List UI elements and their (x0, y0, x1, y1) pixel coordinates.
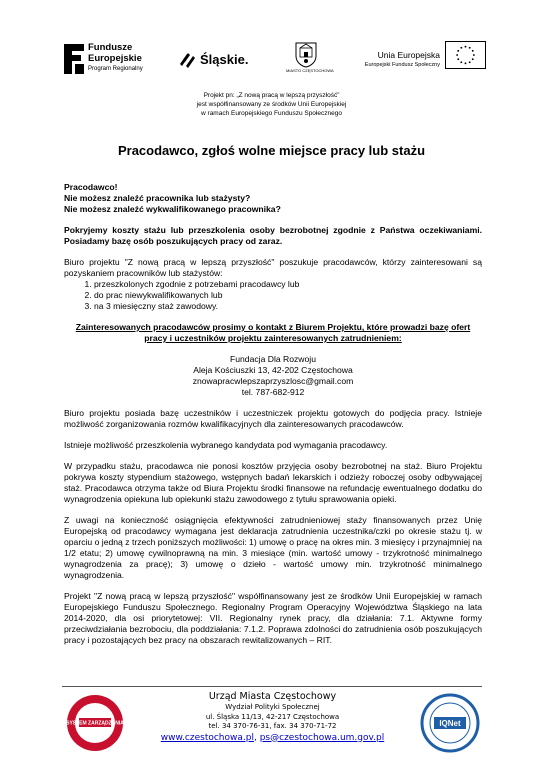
logo-bar (64, 40, 484, 86)
email-link[interactable]: ps@czestochowa.um.gov.pl (259, 732, 385, 743)
costs-paragraph: Pokryjemy koszty stażu lub przeszkolenia osoby bezrobotnej zgodnie z Państwa oczekiwaniami. Posiadamy bazę osób poszukujących pracy od zaraz. (64, 225, 482, 246)
footer-divider (62, 686, 482, 687)
contact-email[interactable]: znowapracwlepszaprzyszlosc@gmail.com (192, 376, 354, 386)
footer-dept: Wydział Polityki Społecznej (225, 703, 320, 711)
contact-org: Fundacja Dla Rozwoju (230, 354, 316, 364)
fe-mark-icon (64, 44, 84, 74)
quality-seal-icon (65, 693, 125, 753)
contact-block (64, 354, 482, 398)
footer-phones: tel. 34 370-76-31, fax. 34 370-71-72 (208, 722, 337, 730)
iqnet-text: IQNet (439, 719, 461, 728)
contact-call: Zainteresowanych pracodawców prosimy o kontakt z Biurem Projektu, które prowadzi bazę ofert pracy i uczestników projektu zainteresowanych zatrudnieniem: (75, 322, 471, 343)
contact-phone: tel. 787-682-912 (241, 387, 305, 397)
intro-block (64, 182, 482, 215)
intro-line: Nie możesz znaleźć wykwalifikowanego pracownika? (64, 204, 281, 214)
intro-line: Nie możesz znaleźć pracownika lub stażysty? (64, 193, 251, 203)
candidate-list (64, 279, 482, 312)
search-paragraph: Biuro projektu "Z nową pracą w lepszą przyszłość" poszukuje pracodawców, którzy zainteresowani są pozyskaniem pracowników lub stażystów: (64, 257, 482, 278)
main-content (64, 182, 482, 646)
project-info (0, 91, 543, 118)
ue-title: Unia Europejska (377, 50, 440, 60)
page-title: Pracodawco, zgłoś wolne miejsce pracy lub stażu (117, 143, 426, 158)
link-separator: , (253, 732, 257, 743)
list-item: 3. na 3 miesięczny staż zawodowy. (94, 301, 482, 312)
project-line: jest współfinansowany ze środków Unii Europejskiej (196, 101, 347, 108)
fe-line2: Europejskie (88, 53, 142, 64)
paragraph: Z uwagi na konieczność osiągnięcia efektywności zatrudnieniowej staży finansowanych przez Unię Europejską od pracodawcy wymagana jest deklaracja zatrudnienia uczestnika/czki po okresie stażu tj. w oparciu o jedną z trzech poniższych możliwości: 1) umowę o pracę na okres min. 3 miesięcy i przynajmniej na 1/2 etatu; 2) umowę cywilnoprawną na min. 3 miesiące (min. wartość umowy - trzykrotność minimalnego wynagrodzenia za pracę); 3) umowę o dzieło - wartość umowy min. trzykrotność minimalnego wynagrodzenia. (64, 515, 482, 580)
project-line: w ramach Europejskiego Funduszu Społecznego (201, 110, 342, 117)
list-item: 1. przeszkolonych zgodnie z potrzebami pracodawcy lub (94, 279, 482, 290)
ue-subtitle: Europejski Fundusz Społeczny (364, 62, 440, 68)
contact-address: Aleja Kościuszki 13, 42-202 Częstochowa (193, 365, 353, 375)
website-link[interactable]: www.czestochowa.pl (160, 732, 254, 743)
paragraph: Projekt "Z nową pracą w lepszą przyszłość" współfinansowany jest ze środków Unii Europejskiej w ramach Europejskiego Funduszu Społecznego. Regionalny Program Operacyjny Województwa Śląskiego na lata 2014-2020, dla osi priorytetowej: VII. Regionalny rynek pracy, dla działania: 7.1. Aktywne formy przeciwdziałania bezrobociu, dla poddziałania: 7.1.2. Poprawa zdolności do zatrudnienia osób poszukujących pracy i pozostających bez pracy na obszarach rewitalizowanych – RIT. (64, 591, 482, 645)
eu-flag-icon (445, 41, 486, 69)
fe-line3: Program Regionalny (88, 66, 143, 72)
city-caption: MIASTO CZĘSTOCHOWA (286, 68, 334, 73)
paragraph: W przypadku stażu, pracodawca nie ponosi kosztów przyjęcia osoby bezrobotnej na staż. Biuro Projektu pokrywa koszty stypendium stażowego, wstępnych badań lekarskich i odzieży roboczej osoby odbywającej staż. Pracodawca otrzyma także od Biura Projektu środki finansowe na refundację ewentualnego dodatku do wynagrodzenia opiekuna lub opiekunki stażu zawodowego z tytułu sprawowania opieki. (64, 461, 482, 504)
slaskie-mark-icon (178, 50, 198, 70)
footer-links (140, 732, 405, 744)
intro-line: Pracodawco! (64, 182, 118, 192)
project-line: Projekt pn: „Z nową pracą w lepszą przyszłość” (203, 92, 340, 99)
seal-text: SYSTEM ZARZĄDZANIA (66, 720, 124, 727)
paragraph: Istnieje możliwość przeszkolenia wybranego kandydata pod wymagania pracodawcy. (64, 440, 388, 450)
footer-office: Urząd Miasta Częstochowy (208, 691, 337, 702)
paragraph: Biuro projektu posiada bazę uczestników i uczestniczek projektu gotowych do podjęcia pracy. Istnieje możliwość zorganizowania rozmów kwalifikacyjnych dla zainteresowanych pracodawców. (64, 408, 482, 429)
iqnet-certificate-icon (420, 693, 480, 753)
fe-line1: Fundusze (88, 42, 133, 53)
footer-address: ul. Śląska 11/13, 42-217 Częstochowa (205, 712, 340, 721)
list-item: 2. do prac niewykwalifikowanych lub (94, 290, 482, 301)
footer-text (140, 690, 405, 744)
slaskie-text: Śląskie. (200, 52, 249, 67)
city-crest-icon (295, 42, 317, 68)
